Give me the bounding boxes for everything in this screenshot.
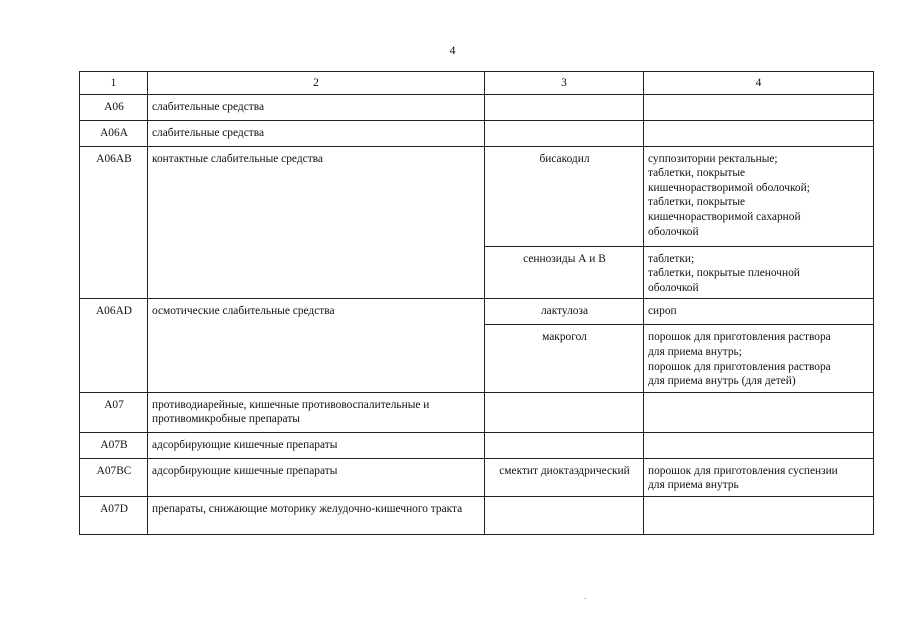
dosage-form-cell bbox=[644, 496, 874, 534]
substance-cell bbox=[485, 120, 644, 146]
dosage-form-cell: сироп bbox=[644, 299, 874, 325]
dosage-form-cell: порошок для приготовления раствора для приема внутрь; порошок для приготовления раствора для приема внутрь (для детей) bbox=[644, 325, 874, 392]
table-row bbox=[80, 392, 874, 432]
dosage-form-cell: порошок для приготовления суспензии для приема внутрь bbox=[644, 458, 874, 496]
atc-code-cell: A07B bbox=[80, 432, 148, 458]
table-row bbox=[80, 432, 874, 458]
atc-code-cell: A06 bbox=[80, 94, 148, 120]
substance-cell: макрогол bbox=[485, 325, 644, 392]
dosage-form-cell bbox=[644, 392, 874, 432]
table-row bbox=[80, 299, 874, 325]
group-name-cell: противодиарейные, кишечные противовоспалительные и противомикробные препараты bbox=[148, 392, 485, 432]
atc-code-cell: A07D bbox=[80, 496, 148, 534]
column-header-1: 1 bbox=[80, 72, 148, 95]
group-name-cell: препараты, снижающие моторику желудочно-кишечного тракта bbox=[148, 496, 485, 534]
column-header-4: 4 bbox=[644, 72, 874, 95]
table-row bbox=[80, 94, 874, 120]
substance-cell bbox=[485, 392, 644, 432]
group-name-cell: слабительные средства bbox=[148, 120, 485, 146]
medication-table bbox=[79, 71, 874, 535]
column-header-3: 3 bbox=[485, 72, 644, 95]
table-header-row bbox=[80, 72, 874, 95]
substance-cell: бисакодил bbox=[485, 146, 644, 246]
atc-code-cell: A06AD bbox=[80, 299, 148, 392]
substance-cell: смектит диоктаэдрический bbox=[485, 458, 644, 496]
scan-speck bbox=[584, 598, 586, 599]
substance-cell: сеннозиды А и В bbox=[485, 246, 644, 299]
group-name-cell: контактные слабительные средства bbox=[148, 146, 485, 299]
dosage-form-cell bbox=[644, 94, 874, 120]
page-number: 4 bbox=[449, 43, 456, 57]
substance-cell bbox=[485, 496, 644, 534]
table-row bbox=[80, 458, 874, 496]
dosage-form-cell: суппозитории ректальные; таблетки, покрытые кишечнорастворимой оболочкой; таблетки, покрытые кишечнорастворимой сахарной оболочкой bbox=[644, 146, 874, 246]
atc-code-cell: A07BC bbox=[80, 458, 148, 496]
table-body bbox=[80, 94, 874, 534]
table-row bbox=[80, 120, 874, 146]
table-row bbox=[80, 146, 874, 246]
atc-code-cell: A07 bbox=[80, 392, 148, 432]
group-name-cell: слабительные средства bbox=[148, 94, 485, 120]
substance-cell bbox=[485, 94, 644, 120]
group-name-cell: адсорбирующие кишечные препараты bbox=[148, 432, 485, 458]
column-header-2: 2 bbox=[148, 72, 485, 95]
table-row bbox=[80, 496, 874, 534]
group-name-cell: осмотические слабительные средства bbox=[148, 299, 485, 392]
dosage-form-cell bbox=[644, 120, 874, 146]
dosage-form-cell: таблетки; таблетки, покрытые пленочной оболочкой bbox=[644, 246, 874, 299]
atc-code-cell: A06A bbox=[80, 120, 148, 146]
group-name-cell: адсорбирующие кишечные препараты bbox=[148, 458, 485, 496]
substance-cell: лактулоза bbox=[485, 299, 644, 325]
substance-cell bbox=[485, 432, 644, 458]
dosage-form-cell bbox=[644, 432, 874, 458]
atc-code-cell: A06AB bbox=[80, 146, 148, 299]
